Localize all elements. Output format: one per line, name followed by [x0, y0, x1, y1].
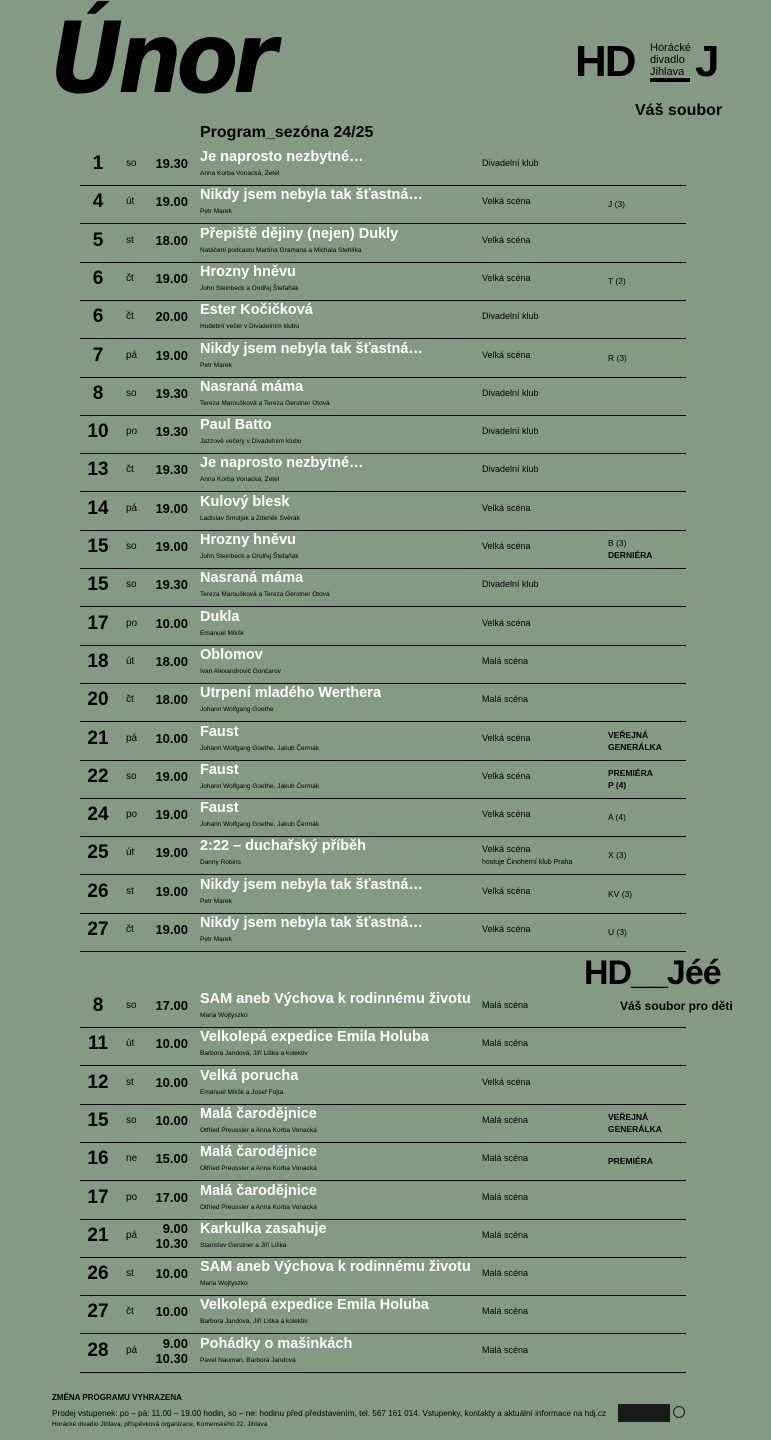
row-weekday: pá	[126, 1344, 138, 1356]
row-time-value: 19.30	[155, 577, 188, 593]
program-row	[80, 1027, 686, 1066]
program-row	[80, 989, 686, 1028]
program-row	[80, 607, 686, 646]
program-subtitle: Program_sezóna 24/25	[200, 124, 374, 141]
row-venue: Divadelní klub	[482, 387, 539, 398]
row-note-line-1: J (3)	[608, 199, 625, 210]
row-author: Emanuel Mikšk a Josef Fojta	[200, 1088, 284, 1096]
footer-ticket-info: Prodej vstupenek: po – pá: 11.00 – 19.00 hodin, so – ne: hodinu před představením, tel. 567 161 014. Vstupenky, kontakty a aktuální informace na hdj.cz	[52, 1409, 607, 1418]
row-time	[152, 1151, 188, 1166]
theatre-logo	[575, 37, 735, 130]
row-venue: Velká scéna	[482, 196, 531, 207]
row-venue: Velká scéna	[482, 770, 531, 781]
row-time	[152, 386, 188, 401]
row-author: Petr Marek	[200, 936, 232, 943]
row-day: 20	[87, 689, 109, 711]
row-day: 8	[92, 382, 104, 404]
row-venue: Malá scéna	[482, 1153, 529, 1164]
row-time	[152, 194, 188, 209]
row-title: Malá čarodějnice	[200, 1182, 317, 1199]
row-time-value: 19.00	[155, 922, 188, 937]
row-venue: Divadelní klub	[482, 579, 539, 590]
row-day: 28	[87, 1339, 109, 1361]
row-time	[152, 884, 188, 899]
row-venue: Divadelní klub	[482, 426, 539, 437]
program-row	[80, 1219, 686, 1258]
row-time	[152, 348, 188, 363]
row-note	[608, 537, 652, 561]
row-time-value: 19.00	[155, 347, 188, 363]
row-author: Petr Marek	[200, 361, 232, 369]
program-row	[80, 1066, 686, 1105]
row-venue: Malá scéna	[482, 1191, 529, 1202]
sponsor-logo-kraj	[618, 1404, 670, 1422]
row-time-value: 10.00	[155, 1036, 188, 1052]
logo-line-1: Horácké	[650, 42, 691, 54]
row-note	[608, 352, 627, 364]
program-row	[80, 453, 686, 492]
row-author: Maria Wojtyszko	[200, 1012, 248, 1019]
row-title: Velkolepá expedice Emila Holuba	[200, 1297, 429, 1314]
row-note	[608, 729, 662, 753]
row-author: Tereza Maroušková a Tereza Gerstner Otová	[200, 399, 330, 407]
row-venue: Malá scéna	[482, 1344, 529, 1355]
row-day: 25	[87, 842, 109, 864]
row-time-value: 19.00	[155, 845, 188, 861]
row-time-value: 19.00	[155, 768, 188, 784]
row-title: Přepiště dějiny (nejen) Dukly	[200, 225, 399, 242]
row-day: 13	[87, 459, 109, 481]
row-weekday: so	[126, 541, 137, 552]
row-weekday: čt	[126, 694, 134, 706]
row-title: Malá čarodějnice	[200, 1144, 317, 1161]
program-row	[80, 224, 686, 263]
month-title: Únor	[50, 2, 272, 116]
row-venue: Divadelní klub	[482, 158, 539, 168]
sponsor-logo-ministerstvo	[673, 1406, 685, 1418]
program-row	[80, 568, 686, 607]
row-weekday: so	[126, 579, 137, 591]
row-title: Kulový blesk	[200, 493, 290, 510]
row-weekday: st	[126, 1076, 134, 1088]
row-time-value: 10.00	[155, 1266, 188, 1282]
row-day: 17	[87, 612, 109, 634]
row-weekday: čt	[126, 464, 134, 476]
row-weekday: st	[126, 1268, 134, 1280]
row-note-line-2: GENERÁLKA	[608, 1123, 662, 1134]
row-author: Danny Robins	[200, 859, 241, 867]
row-title: Faust	[200, 761, 239, 778]
program-row	[80, 1257, 686, 1296]
row-time	[152, 654, 188, 669]
row-weekday: pá	[126, 732, 138, 744]
row-venue: Malá scéna	[482, 655, 529, 666]
row-time-value: 19.30	[155, 424, 188, 440]
row-time	[152, 769, 188, 784]
row-day: 17	[87, 1186, 109, 1208]
logo-hd: HD	[575, 37, 635, 86]
row-note-line-2: DERNIÉRA	[608, 550, 653, 560]
row-author: John Steinbeck a Ondřej Štefaňák	[200, 553, 299, 560]
row-weekday: út	[126, 847, 135, 859]
row-author: Maria Wojtyszko	[200, 1280, 248, 1288]
row-venue: Divadelní klub	[482, 464, 539, 475]
row-time	[152, 1036, 188, 1051]
row-weekday: pá	[126, 502, 138, 514]
row-time	[152, 424, 188, 439]
row-author: John Steinbeck a Ondřej Štefaňák	[200, 284, 299, 292]
row-note	[608, 1155, 653, 1167]
row-day: 16	[87, 1148, 109, 1170]
row-author: Otfried Preussler a Anna Korba Vonacká	[200, 1165, 317, 1173]
row-note-line-1: VEŘEJNÁ	[608, 1111, 649, 1122]
program-row	[80, 339, 686, 378]
footer-heading: ZMĚNA PROGRAMU VYHRAZENA	[52, 1393, 182, 1402]
row-day: 15	[87, 574, 109, 596]
row-title: Je naprosto nezbytné…	[200, 149, 364, 165]
row-time	[152, 1221, 188, 1251]
row-venue: Malá scéna	[482, 1038, 529, 1049]
row-note-line-1: PREMIÉRA	[608, 767, 653, 778]
row-title: SAM aneb Výchova k rodinnému životu	[200, 991, 471, 1007]
row-day: 15	[87, 536, 109, 557]
row-note-line-2: P (4)	[608, 779, 627, 790]
logo-subtitle: Váš soubor	[635, 102, 723, 119]
row-venue: Velká scéna	[482, 1076, 531, 1087]
row-author: Ladislav Smoljak a Zdeněk Svěrák	[200, 514, 300, 522]
kids-section-title: HD__Jéé	[584, 954, 721, 992]
row-note	[608, 849, 626, 861]
row-author: Johann Wolfgang Goethe	[200, 706, 274, 714]
row-venue: Velká scéna	[482, 502, 531, 513]
row-title: Pohádky o mašinkách	[200, 1335, 353, 1352]
row-time-value: 17.00	[155, 1189, 188, 1205]
row-title: Velkolepá expedice Emila Holuba	[200, 1029, 429, 1046]
row-time	[152, 462, 188, 477]
program-row	[80, 147, 686, 186]
row-venue: Malá scéna	[482, 694, 529, 705]
row-time	[152, 731, 188, 746]
row-time-value: 10.00	[155, 1304, 188, 1320]
program-row	[80, 1181, 686, 1220]
row-title: Oblomov	[200, 646, 263, 663]
row-venue: Velká scéna	[482, 272, 531, 283]
row-weekday: so	[126, 1000, 137, 1011]
row-time-value: 19.30	[155, 156, 188, 171]
row-note	[608, 888, 632, 900]
row-time-second: 10.30	[155, 1350, 188, 1366]
row-title: Nikdy jsem nebyla tak šťastná…	[200, 915, 423, 931]
row-title: Je naprosto nezbytné…	[200, 455, 364, 472]
row-author: Stanislav Gerstner a Jiří Liška	[200, 1241, 287, 1249]
row-title: Hrozny hněvu	[200, 532, 296, 548]
row-time	[152, 501, 188, 516]
row-weekday: pá	[126, 349, 138, 361]
row-day: 1	[92, 153, 104, 174]
row-note-line-1: B (3)	[608, 538, 627, 548]
row-note	[608, 926, 627, 938]
row-weekday: po	[126, 617, 138, 629]
row-day: 5	[92, 229, 104, 251]
row-note-line-1: PREMIÉRA	[608, 1156, 653, 1167]
row-author: Anna Korba Vonacká, Zetel	[200, 170, 280, 177]
row-title: Dukla	[200, 608, 240, 625]
program-row	[80, 1334, 686, 1373]
row-day: 15	[87, 1109, 109, 1131]
row-day: 7	[92, 344, 104, 366]
row-venue: Velká scéna	[482, 924, 531, 934]
row-title: SAM aneb Výchova k rodinnému životu	[200, 1259, 471, 1276]
row-author: Jazzové večery v Divadelním klubu	[200, 438, 302, 446]
row-venue: Velká scéna	[482, 844, 531, 855]
row-day: 11	[87, 1033, 109, 1055]
row-time-value: 18.00	[155, 232, 188, 248]
row-note	[608, 198, 625, 210]
logo-line-2: divadlo	[650, 54, 685, 66]
row-time-value: 9.00	[162, 1335, 188, 1351]
row-note-line-1: R (3)	[608, 352, 627, 363]
row-weekday: so	[126, 387, 137, 399]
row-author: Tereza Maroušková a Tereza Gerstner Otová	[200, 591, 330, 599]
row-time-value: 19.30	[155, 462, 188, 478]
row-title: Karkulka zasahuje	[200, 1220, 327, 1237]
row-time	[152, 156, 188, 171]
row-title: Ester Kočičková	[200, 302, 313, 319]
row-weekday: so	[126, 770, 137, 782]
row-day: 24	[87, 804, 109, 826]
row-time	[152, 1113, 188, 1128]
program-row	[80, 683, 686, 722]
row-weekday: čt	[126, 1306, 134, 1318]
row-time-value: 18.00	[155, 692, 188, 708]
row-weekday: pá	[126, 1229, 138, 1241]
row-time	[152, 807, 188, 822]
row-time	[152, 1336, 188, 1366]
row-title: Utrpení mladého Werthera	[200, 685, 382, 702]
logo-line-3: Jihlava	[650, 66, 685, 78]
row-time-value: 15.00	[155, 1151, 188, 1167]
logo-underline	[650, 78, 690, 82]
row-day: 26	[87, 880, 109, 902]
footer-address: Horácké divadlo Jihlava, příspěvková organizace, Komenského 22, Jihlava	[52, 1421, 268, 1428]
row-day: 6	[92, 267, 104, 289]
row-author: Emanuel Mikšk	[200, 629, 245, 637]
row-author: Petr Marek	[200, 897, 232, 905]
row-title: Nikdy jsem nebyla tak šťastná…	[200, 340, 423, 357]
row-time-value: 10.00	[155, 1074, 188, 1090]
program-row	[80, 1142, 686, 1181]
row-author: Natáčení podcastu Martina Gramana a Michala Stehlíka	[200, 246, 362, 254]
row-weekday: po	[126, 809, 138, 821]
row-weekday: ne	[126, 1153, 138, 1165]
kids-section-subtitle: Váš soubor pro děti	[620, 999, 733, 1013]
row-note-line-1: U (3)	[608, 927, 627, 937]
row-author: Anna Korba Vonacká, Zetel	[200, 476, 280, 484]
logo-small-text	[650, 42, 691, 78]
row-day: 12	[87, 1071, 109, 1093]
row-author: Ivan Alexandrovič Gončarov	[200, 667, 281, 675]
row-time-value: 10.00	[155, 615, 188, 631]
row-time	[152, 233, 188, 248]
row-time-value: 10.00	[155, 1112, 188, 1128]
row-weekday: čt	[126, 272, 134, 284]
row-time	[152, 922, 188, 937]
row-note-line-1: X (3)	[608, 850, 627, 861]
row-time-value: 9.00	[162, 1220, 188, 1236]
row-venue: Divadelní klub	[482, 311, 539, 322]
program-row	[80, 760, 686, 799]
row-time-value: 19.00	[155, 807, 188, 823]
row-time-value: 19.00	[155, 539, 188, 554]
row-day: 10	[87, 421, 109, 443]
row-venue: Velká scéna	[482, 349, 531, 360]
row-time	[152, 309, 188, 324]
row-venue: Malá scéna	[482, 1114, 529, 1125]
row-time	[152, 692, 188, 707]
program-row	[80, 1295, 686, 1334]
row-day: 6	[92, 306, 104, 328]
row-time	[152, 577, 188, 592]
row-author: Otfried Preussler a Anna Korba Vonacká	[200, 1203, 317, 1211]
row-note-line-1: KV (3)	[608, 888, 633, 899]
row-time	[152, 1075, 188, 1090]
row-day: 8	[92, 995, 104, 1016]
row-day: 22	[87, 765, 109, 787]
row-title: 2:22 – duchařský příběh	[200, 838, 367, 855]
row-note-line-1: A (4)	[608, 812, 626, 823]
row-time-value: 17.00	[155, 998, 188, 1013]
row-day: 21	[87, 727, 109, 749]
row-author: Pavel Nauman, Barbora Jandová	[200, 1356, 296, 1364]
row-title: Faust	[200, 723, 239, 740]
row-author: Otfried Preussler a Anna Korba Vonacká	[200, 1126, 317, 1134]
row-title: Paul Batto	[200, 417, 272, 434]
row-title: Nasraná máma	[200, 378, 304, 395]
row-time-value: 19.30	[155, 385, 188, 401]
row-day: 18	[87, 650, 109, 672]
program-row	[80, 722, 686, 761]
row-venue: Velká scéna	[482, 885, 531, 896]
row-title: Nikdy jsem nebyla tak šťastná…	[200, 876, 423, 893]
row-note-line-1: T (2)	[608, 275, 626, 286]
program-row	[80, 300, 686, 339]
row-day: 4	[92, 191, 104, 213]
row-weekday: po	[126, 426, 138, 438]
row-time	[152, 271, 188, 286]
row-weekday: út	[126, 196, 135, 208]
program-row	[80, 798, 686, 837]
row-venue-note: hostuje Činoherní klub Praha	[482, 859, 573, 867]
row-time	[152, 845, 188, 860]
program-row	[80, 1104, 686, 1143]
row-author: Petr Marek	[200, 208, 232, 216]
row-weekday: so	[126, 158, 137, 169]
row-note	[608, 767, 653, 791]
row-venue: Malá scéna	[482, 1229, 529, 1240]
row-time-value: 19.00	[155, 270, 188, 286]
row-venue: Malá scéna	[482, 1268, 529, 1279]
row-venue: Velká scéna	[482, 541, 531, 551]
program-row	[80, 262, 686, 301]
row-weekday: st	[126, 234, 134, 246]
row-title: Nasraná máma	[200, 570, 304, 587]
row-day: 21	[87, 1224, 109, 1246]
program-row	[80, 530, 686, 569]
program-row	[80, 415, 686, 454]
row-note	[608, 811, 626, 823]
row-title: Velká porucha	[200, 1067, 299, 1084]
row-time-value: 19.00	[155, 500, 188, 516]
row-time-value: 19.00	[155, 194, 188, 210]
row-time-value: 19.00	[155, 883, 188, 899]
program-row	[80, 645, 686, 684]
program-row	[80, 185, 686, 224]
row-weekday: so	[126, 1114, 137, 1126]
row-weekday: čt	[126, 311, 134, 323]
row-author: Barbora Jandová, Jiří Liška a kolektiv	[200, 1050, 308, 1058]
row-day: 27	[87, 1301, 109, 1323]
row-author: Johann Wolfgang Goethe, Jakub Čermák	[200, 821, 320, 829]
row-weekday: čt	[126, 924, 134, 935]
row-time	[152, 539, 188, 554]
program-row	[80, 377, 686, 416]
row-note	[608, 275, 626, 287]
row-venue: Malá scéna	[482, 1306, 529, 1317]
row-title: Hrozny hněvu	[200, 263, 296, 280]
row-title: Malá čarodějnice	[200, 1105, 317, 1122]
row-venue: Velká scéna	[482, 234, 531, 245]
row-weekday: st	[126, 885, 134, 897]
row-time	[152, 1266, 188, 1281]
row-author: Johann Wolfgang Goethe, Jakub Čermák	[200, 744, 320, 752]
row-note	[608, 1111, 662, 1135]
row-venue: Velká scéna	[482, 732, 531, 743]
logo-j: J	[695, 37, 720, 86]
program-row	[80, 836, 686, 875]
program-row	[80, 913, 686, 952]
row-weekday: po	[126, 1191, 138, 1203]
row-venue: Velká scéna	[482, 809, 531, 820]
row-author: Hudební večer v Divadelním klubu	[200, 323, 299, 331]
row-venue: Velká scéna	[482, 617, 531, 628]
row-time	[152, 1304, 188, 1319]
row-time-value: 18.00	[155, 653, 188, 669]
row-time	[152, 1190, 188, 1205]
program-row	[80, 492, 686, 531]
row-time-value: 10.00	[155, 730, 188, 746]
row-title: Nikdy jsem nebyla tak šťastná…	[200, 187, 423, 204]
row-time-second: 10.30	[155, 1235, 188, 1251]
row-weekday: út	[126, 655, 135, 667]
row-note-line-1: VEŘEJNÁ	[608, 729, 649, 740]
row-time-value: 20.00	[155, 309, 188, 325]
row-weekday: út	[126, 1038, 135, 1050]
row-day: 14	[87, 497, 109, 519]
row-day: 26	[87, 1263, 109, 1285]
row-time	[152, 616, 188, 631]
row-day: 27	[87, 919, 109, 940]
row-note-line-2: GENERÁLKA	[608, 741, 662, 752]
row-venue: Malá scéna	[482, 1000, 529, 1010]
row-title: Faust	[200, 800, 239, 817]
row-author: Johann Wolfgang Goethe, Jakub Čermák	[200, 782, 320, 790]
row-time	[152, 998, 188, 1013]
row-author: Barbora Jandová, Jiří Liška a kolektiv	[200, 1318, 308, 1326]
program-row	[80, 875, 686, 914]
